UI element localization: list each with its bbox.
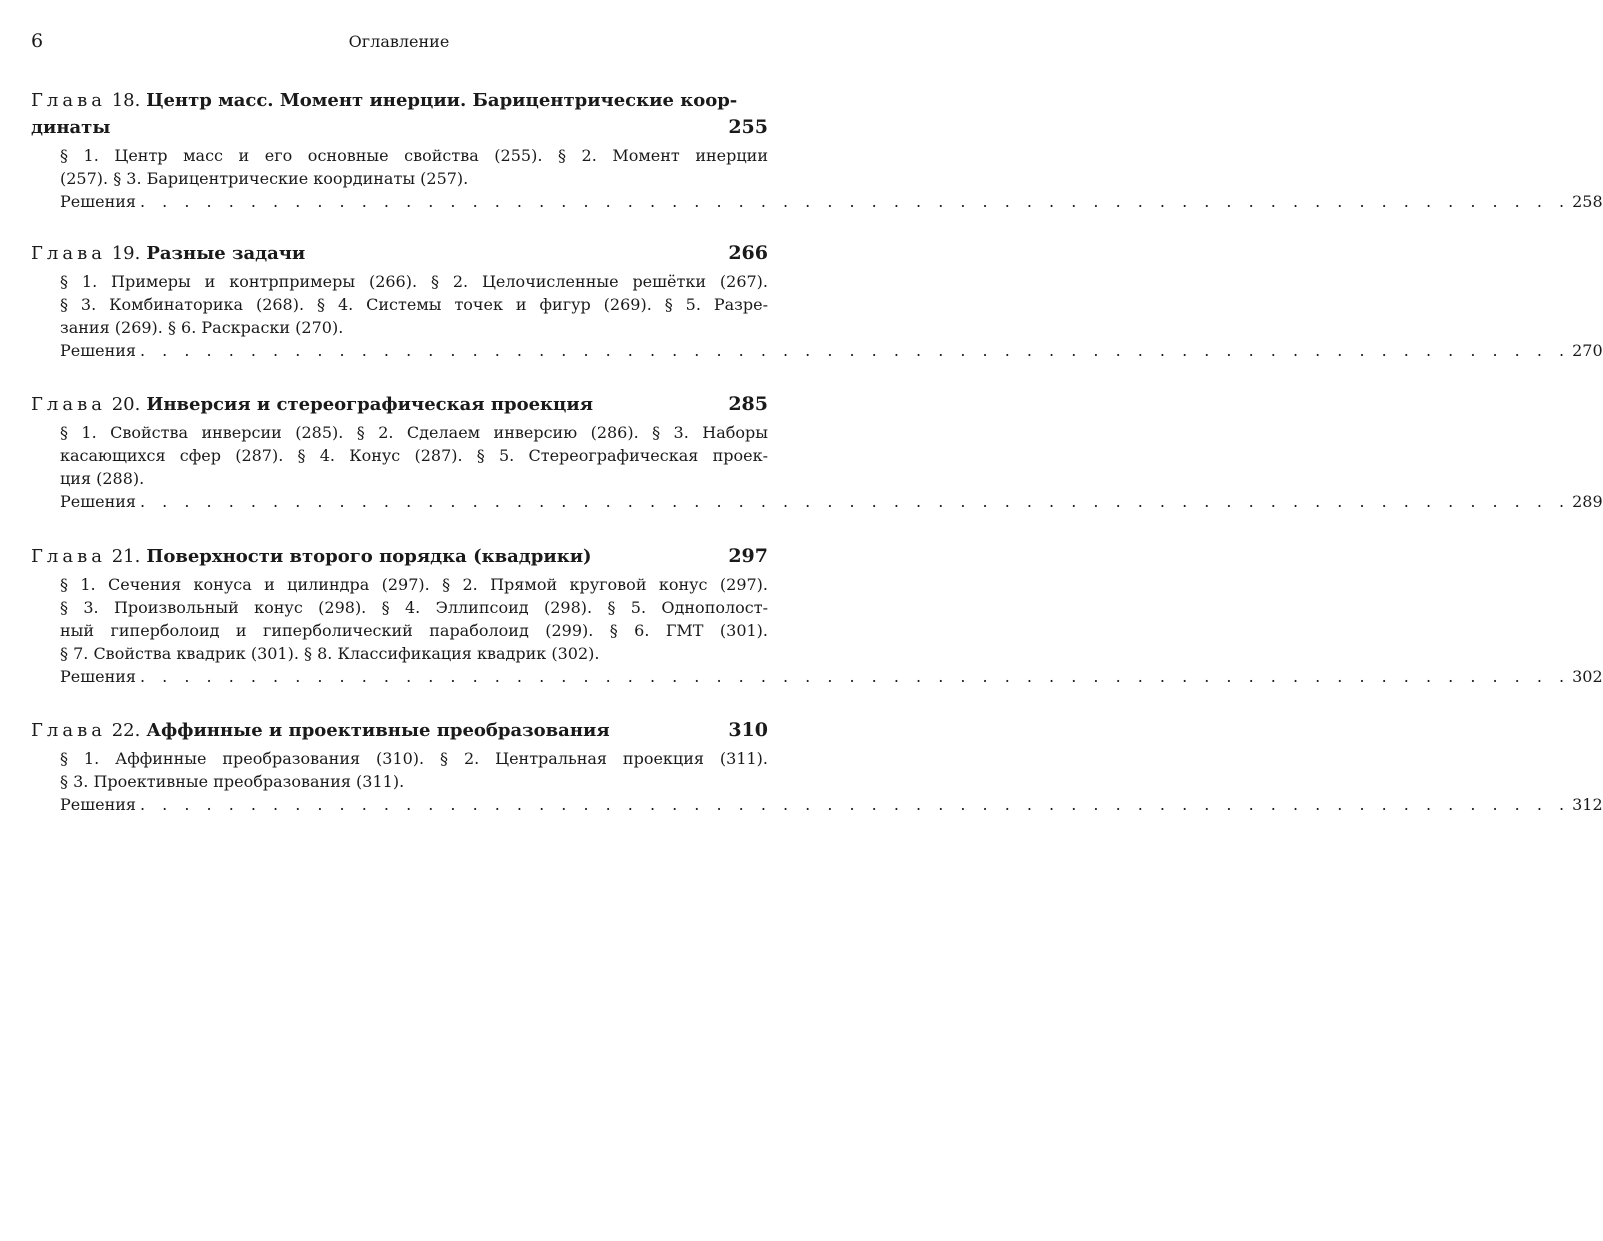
section-line: (257). § 3. Барицентрические координаты (257).: [60, 169, 469, 188]
chapter-title: [31, 717, 768, 744]
section-list: [60, 421, 768, 490]
solutions-label: Решения: [60, 492, 136, 511]
chapter-title: [31, 240, 768, 267]
chapter-prefix: Глава: [31, 90, 106, 111]
dot-leader: . . . . . . . . . . . . . . . . . . . . . . . . . . . . . . . . . . . . . . . . . . . . . . . . . . . . . . . . . . . . . . . . .: [140, 192, 1571, 211]
chapter-name: Инверсия и стереографическая проекция: [146, 394, 593, 415]
chapter-title: [31, 543, 768, 570]
section-line: ция (288).: [60, 469, 145, 488]
chapter-page: 285: [728, 393, 768, 415]
solutions-entry: [60, 793, 1603, 816]
chapter-name-line1: Центр масс. Момент инерции. Барицентрические коор-: [146, 90, 738, 111]
section-line: § 3. Проективные преобразования (311).: [60, 772, 405, 791]
chapter-page: 297: [728, 545, 768, 567]
toc-chapter-20: [31, 391, 1603, 513]
toc-chapter-18: [31, 88, 1603, 213]
dot-leader: . . . . . . . . . . . . . . . . . . . . . . . . . . . . . . . . . . . . . . . . . . . . . . . . . . . . . . . . . . . . . . . . .: [140, 795, 1571, 814]
chapter-page: 310: [728, 719, 768, 741]
chapter-name: Аффинные и проективные преобразования: [146, 720, 610, 741]
solutions-entry: [60, 490, 1603, 513]
section-line: зания (269). § 6. Раскраски (270).: [60, 318, 344, 337]
chapter-prefix: Глава: [31, 243, 106, 264]
section-line: касающихся сфер (287). § 4. Конус (287). § 5. Стереографическая проек-: [60, 446, 768, 465]
chapter-title: [31, 391, 768, 418]
chapter-name: Разные задачи: [146, 243, 306, 264]
section-list: [60, 144, 768, 190]
section-line: § 7. Свойства квадрик (301). § 8. Классификация квадрик (302).: [60, 644, 600, 663]
toc-chapter-21: [31, 543, 1603, 688]
solutions-page: 302: [1572, 667, 1603, 686]
dot-leader: . . . . . . . . . . . . . . . . . . . . . . . . . . . . . . . . . . . . . . . . . . . . . . . . . . . . . . . . . . . . . . . . .: [140, 667, 1571, 686]
solutions-page: 258: [1572, 192, 1603, 211]
section-line: § 1. Примеры и контрпримеры (266). § 2. Целочисленные решётки (267).: [60, 272, 768, 291]
solutions-page: 289: [1572, 492, 1603, 511]
section-list: [60, 573, 768, 665]
solutions-entry: [60, 339, 1603, 362]
section-line: § 1. Центр масс и его основные свойства (255). § 2. Момент инерции: [60, 146, 768, 165]
chapter-page: 266: [728, 242, 768, 264]
section-list: [60, 270, 768, 339]
solutions-label: Решения: [60, 667, 136, 686]
chapter-prefix: Глава: [31, 394, 106, 415]
solutions-label: Решения: [60, 341, 136, 360]
chapter-title-continuation: [31, 114, 768, 141]
chapter-prefix: Глава: [31, 546, 106, 567]
page-number: 6: [31, 30, 44, 52]
solutions-entry: [60, 665, 1603, 688]
solutions-page: 312: [1572, 795, 1603, 814]
chapter-prefix: Глава: [31, 720, 106, 741]
section-list: [60, 747, 768, 793]
solutions-page: 270: [1572, 341, 1603, 360]
section-line: § 3. Комбинаторика (268). § 4. Системы точек и фигур (269). § 5. Разре-: [60, 295, 768, 314]
chapter-number: 20.: [111, 394, 141, 415]
section-line: § 1. Аффинные преобразования (310). § 2. Центральная проекция (311).: [60, 749, 768, 768]
running-title: Оглавление: [348, 32, 450, 51]
section-line: § 1. Сечения конуса и цилиндра (297). § 2. Прямой круговой конус (297).: [60, 575, 768, 594]
chapter-page: 255: [728, 116, 768, 138]
solutions-label: Решения: [60, 192, 136, 211]
dot-leader: . . . . . . . . . . . . . . . . . . . . . . . . . . . . . . . . . . . . . . . . . . . . . . . . . . . . . . . . . . . . . . . . .: [140, 341, 1571, 360]
chapter-number: 21.: [111, 546, 141, 567]
toc-chapter-22: [31, 717, 1603, 816]
running-header: [31, 30, 767, 54]
solutions-entry: [60, 190, 1603, 213]
chapter-number: 19.: [111, 243, 141, 264]
section-line: § 1. Свойства инверсии (285). § 2. Сделаем инверсию (286). § 3. Наборы: [60, 423, 768, 442]
chapter-title: [31, 88, 768, 114]
toc-chapter-19: [31, 240, 1603, 362]
chapter-name-line2: динаты: [31, 117, 111, 138]
section-line: § 3. Произвольный конус (298). § 4. Эллипсоид (298). § 5. Однополост-: [60, 598, 768, 617]
section-line: ный гиперболоид и гиперболический параболоид (299). § 6. ГМТ (301).: [60, 621, 768, 640]
chapter-number: 18.: [111, 90, 141, 111]
solutions-label: Решения: [60, 795, 136, 814]
dot-leader: . . . . . . . . . . . . . . . . . . . . . . . . . . . . . . . . . . . . . . . . . . . . . . . . . . . . . . . . . . . . . . . . .: [140, 492, 1571, 511]
chapter-number: 22.: [111, 720, 141, 741]
chapter-name: Поверхности второго порядка (квадрики): [146, 546, 592, 567]
